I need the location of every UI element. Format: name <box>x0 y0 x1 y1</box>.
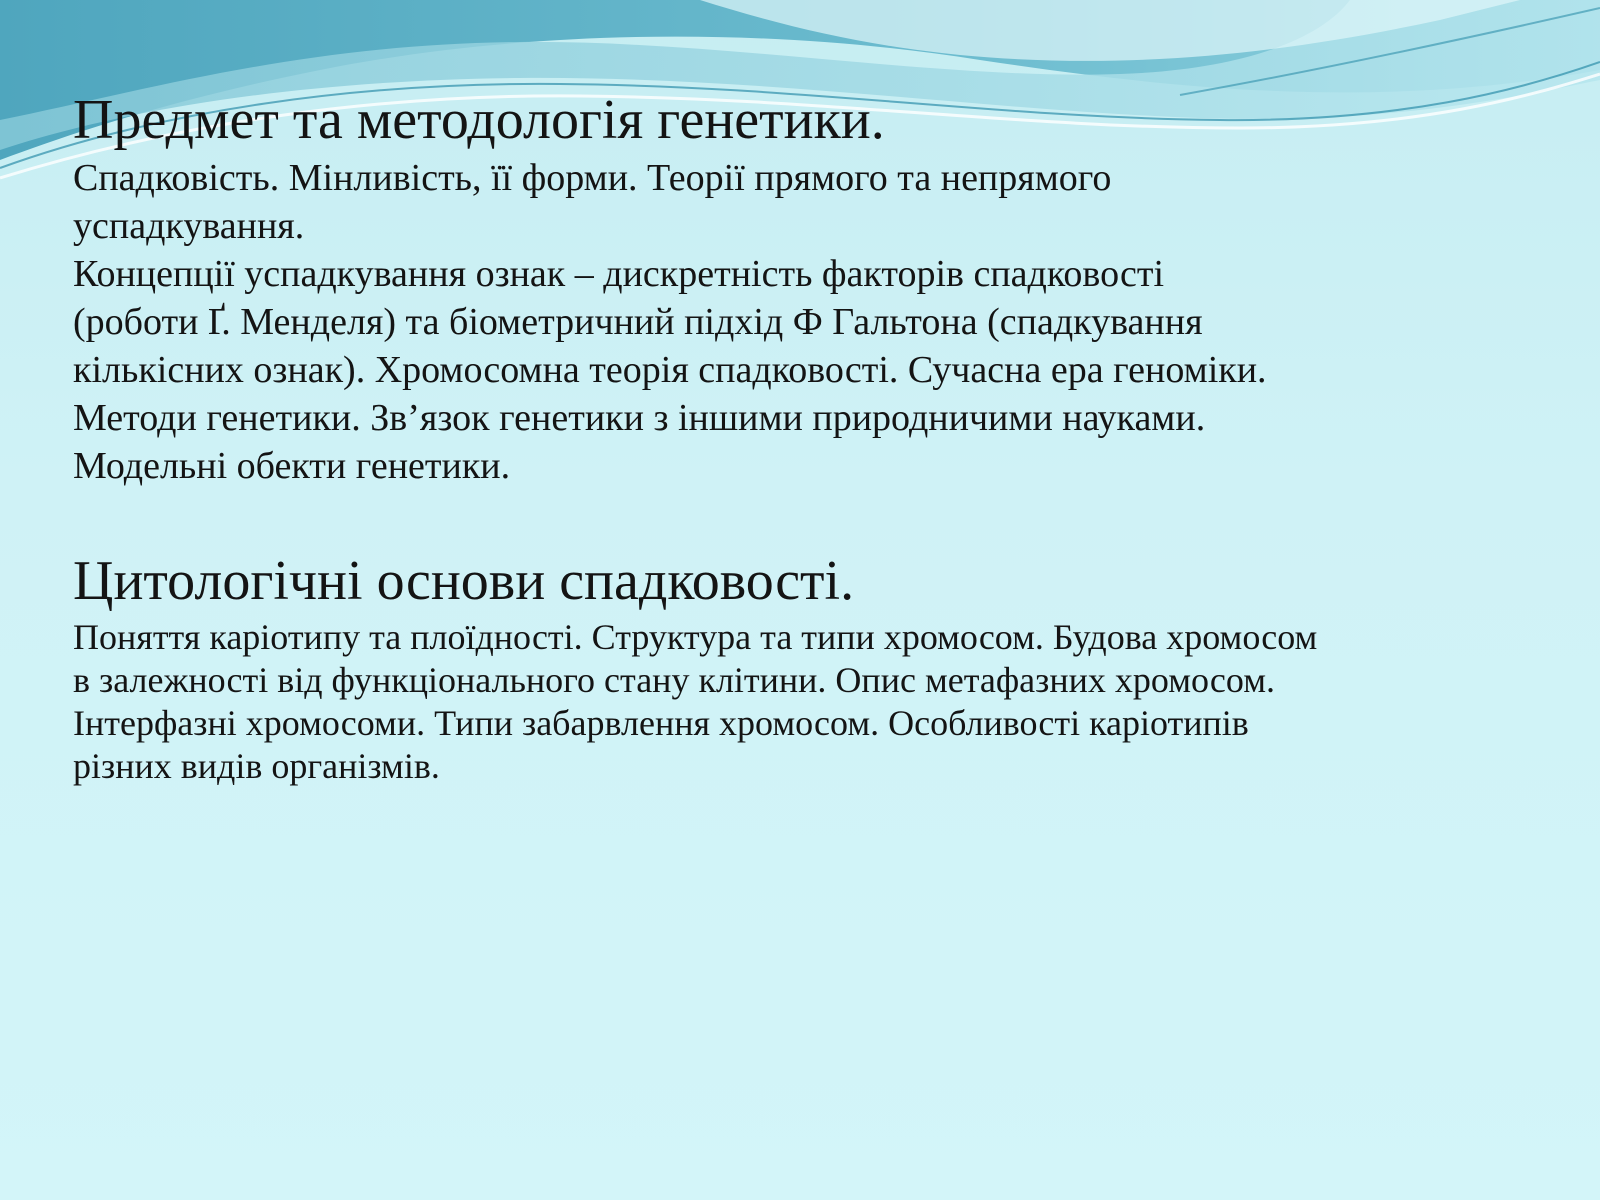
section-body-genetics-subject <box>73 154 1493 490</box>
slide-content <box>73 86 1493 788</box>
text-line: Методи генетики. Зв’язок генетики з іншими природничими науками. <box>73 397 1206 439</box>
section-cytological-basis <box>73 546 1493 788</box>
section-title-genetics-subject: Предмет та методологія генетики. <box>73 89 885 151</box>
section-body-cytological-basis <box>73 616 1493 788</box>
text-line: Спадковість. Мінливість, її форми. Теорії прямого та непрямого <box>73 157 1112 199</box>
section-title-cytological-basis: Цитологічні основи спадковості. <box>73 550 855 612</box>
text-line: Поняття каріотипу та плоїдності. Структура та типи хромосом. Будова хромосом <box>73 617 1318 657</box>
text-line: кількісних ознак). Хромосомна теорія спадковості. Сучасна ера геноміки. <box>73 349 1267 391</box>
text-line: Інтерфазні хромосоми. Типи забарвлення хромосом. Особливості каріотипів <box>73 703 1249 743</box>
text-line: в залежності від функціонального стану клітини. Опис метафазних хромосом. <box>73 660 1275 700</box>
text-line: Модельні обекти генетики. <box>73 445 511 487</box>
text-line: різних видів організмів. <box>73 746 440 786</box>
section-genetics-subject <box>73 86 1493 490</box>
text-line: Концепції успадкування ознак – дискретність факторів спадковості <box>73 253 1165 295</box>
text-line: (роботи Ґ. Менделя) та біометричний підхід Ф Гальтона (спадкування <box>73 301 1203 343</box>
text-line: успадкування. <box>73 205 305 247</box>
